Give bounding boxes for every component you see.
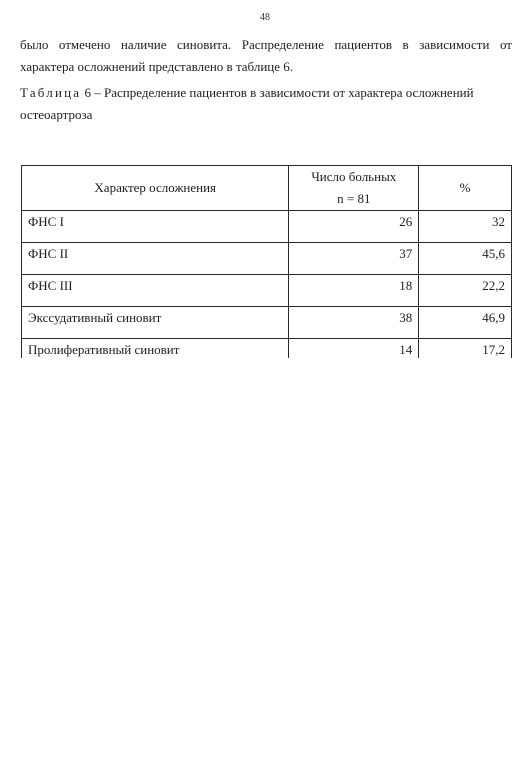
cell-complication: Пролиферативный синовит bbox=[22, 339, 289, 359]
cell-percent: 46,9 bbox=[419, 307, 512, 339]
table-row bbox=[22, 339, 512, 359]
cell-complication: ФНС I bbox=[22, 211, 289, 243]
cell-count: 18 bbox=[289, 275, 419, 307]
table-caption bbox=[20, 82, 512, 126]
cell-percent: 32 bbox=[419, 211, 512, 243]
caption-title-line-2: остеоартроза bbox=[20, 107, 93, 122]
cell-percent: 17,2 bbox=[419, 339, 512, 359]
page-number: 48 bbox=[260, 12, 270, 23]
caption-label: Таблица bbox=[20, 85, 82, 100]
cell-count: 38 bbox=[289, 307, 419, 339]
table-header-row bbox=[22, 166, 512, 211]
paragraph-line-2: характера осложнений представлено в таблице 6. bbox=[20, 59, 294, 74]
caption-title-line-1: 6 – Распределение пациентов в зависимости от характера осложнений bbox=[81, 85, 474, 100]
table-row bbox=[22, 211, 512, 243]
paragraph-line-1: было отмечено наличие синовита. Распределение пациентов в зависимости от bbox=[20, 37, 512, 52]
table-row bbox=[22, 307, 512, 339]
cell-percent: 22,2 bbox=[419, 275, 512, 307]
header-patient-count-n: n = 81 bbox=[337, 191, 371, 206]
table-row bbox=[22, 275, 512, 307]
header-patient-count-label: Число больных bbox=[311, 169, 397, 184]
complications-table bbox=[21, 165, 512, 358]
body-paragraph bbox=[20, 34, 512, 78]
cell-count: 26 bbox=[289, 211, 419, 243]
cell-complication: ФНС II bbox=[22, 243, 289, 275]
header-percent: % bbox=[419, 166, 512, 211]
table-row bbox=[22, 243, 512, 275]
header-complication-type: Характер осложнения bbox=[22, 166, 289, 211]
cell-count: 37 bbox=[289, 243, 419, 275]
cell-count: 14 bbox=[289, 339, 419, 359]
cell-complication: Экссудативный синовит bbox=[22, 307, 289, 339]
cell-complication: ФНС III bbox=[22, 275, 289, 307]
header-patient-count bbox=[289, 166, 419, 211]
cell-percent: 45,6 bbox=[419, 243, 512, 275]
